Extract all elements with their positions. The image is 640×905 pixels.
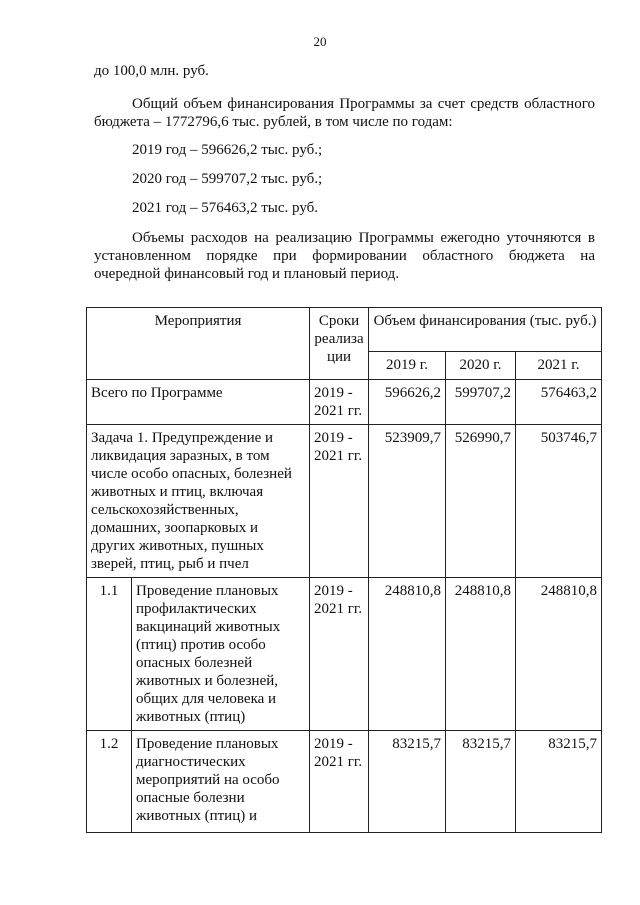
row-term: 2019 - 2021 гг. [310, 425, 369, 578]
row-value-2020: 526990,7 [446, 425, 516, 578]
funding-line-2: бюджета – 1772796,6 тыс. рублей, в том числе по годам: [94, 114, 453, 130]
row-value-2021: 576463,2 [516, 380, 602, 425]
row-name: Проведение плановых профилактических вакцинаций животных (птиц) против особо опасных болезней животных и болезней, общих для человека и животных (птиц) [132, 578, 310, 731]
intro-line: до 100,0 млн. руб. [94, 63, 209, 79]
funding-year-2019: 2019 год – 596626,2 тыс. руб.; [132, 142, 323, 158]
row-value-2021: 503746,7 [516, 425, 602, 578]
header-activities: Мероприятия [87, 308, 310, 380]
row-number: 1.1 [87, 578, 132, 731]
row-value-2020: 248810,8 [446, 578, 516, 731]
note-line-3: очередной финансовый год и плановый период. [94, 266, 400, 282]
row-value-2020: 599707,2 [446, 380, 516, 425]
row-value-2019: 523909,7 [369, 425, 446, 578]
row-value-2021: 248810,8 [516, 578, 602, 731]
funding-year-2021: 2021 год – 576463,2 тыс. руб. [132, 200, 319, 216]
table-row [87, 578, 602, 731]
row-name: Проведение плановых диагностических мероприятий на особо опасные болезни животных (птиц) и [132, 731, 310, 833]
row-value-2020: 83215,7 [446, 731, 516, 833]
table-row [87, 380, 602, 425]
funding-line-1: Общий объем финансирования Программы за счет средств областного [132, 96, 595, 112]
row-term: 2019 - 2021 гг. [310, 380, 369, 425]
funding-year-2020: 2020 год – 599707,2 тыс. руб.; [132, 171, 323, 187]
header-year-2021: 2021 г. [516, 352, 602, 380]
header-funding: Объем финансирования (тыс. руб.) [369, 308, 602, 352]
header-year-2019: 2019 г. [369, 352, 446, 380]
row-name: Всего по Программе [87, 380, 310, 425]
header-year-2020: 2020 г. [446, 352, 516, 380]
table-row [87, 425, 602, 578]
row-value-2019: 248810,8 [369, 578, 446, 731]
financing-table [86, 307, 602, 833]
note-line-1: Объемы расходов на реализацию Программы ежегодно уточняются в [132, 230, 595, 246]
note-line-2: установленном порядке при формировании областного бюджета на [94, 248, 595, 264]
header-terms: Сроки реализа ции [310, 308, 369, 380]
row-value-2019: 596626,2 [369, 380, 446, 425]
row-value-2021: 83215,7 [516, 731, 602, 833]
row-number: 1.2 [87, 731, 132, 833]
row-name: Задача 1. Предупреждение и ликвидация заразных, в том числе особо опасных, болезней животных и птиц, включая сельскохозяйственных, домашних, зоопарковых и других животных, пушных зверей, птиц, рыб и пчел [87, 425, 310, 578]
row-value-2019: 83215,7 [369, 731, 446, 833]
page-number: 20 [313, 34, 327, 49]
table-row [87, 731, 602, 833]
row-term: 2019 - 2021 гг. [310, 731, 369, 833]
row-term: 2019 - 2021 гг. [310, 578, 369, 731]
